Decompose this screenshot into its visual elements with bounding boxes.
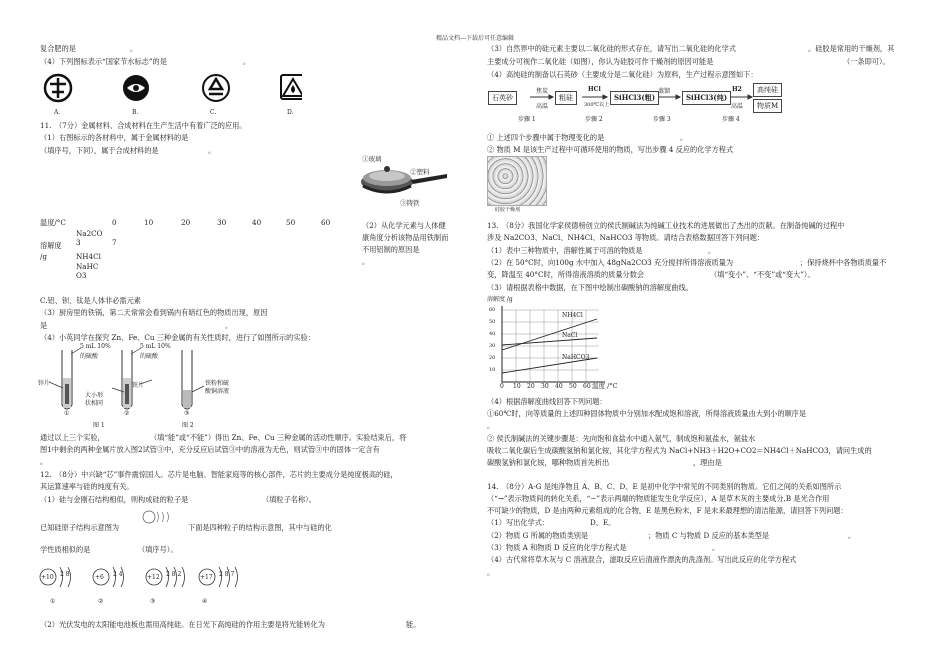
text-line: 通过以上三个实验， xyxy=(40,433,105,442)
flow-step-label: 步骤 1 xyxy=(518,116,536,123)
text-line: （4）小英同学在探究 Zn、Fe、Cu 三种金属的有关性质时，进行了如图所示的实验： xyxy=(40,333,315,342)
silicon-atom-diagram xyxy=(142,509,172,525)
flow-box-substance-m: 物质M xyxy=(753,99,782,113)
x-tick: 50 xyxy=(569,383,577,390)
text-line: 。 xyxy=(848,531,856,540)
atom-electrons: 2 8 2 xyxy=(166,571,182,578)
flow-box-crude-si: 粗硅 xyxy=(555,91,577,105)
flow-arrow-label: 高温 xyxy=(731,103,744,110)
text-line: （填“能”或“不能”）得出 Zn、Fe、Cu 三种金属的活动性顺序。实验结束后，将 xyxy=(150,433,407,442)
x-tick: 40 xyxy=(555,383,563,390)
atom-electrons: 2 8 xyxy=(60,571,70,578)
tube-label: 状相同 xyxy=(85,400,104,407)
tube-label: 5 mL 10% xyxy=(140,343,171,350)
text-line: 。 xyxy=(362,257,370,266)
text-line: 碳酸氢钠和氯化铵，哪种物质首先析出 xyxy=(487,458,610,467)
text-line: ；保持烧杯中各物质质量不 xyxy=(800,258,887,267)
question-13: 13. （8分）我国化学家侯德榜创立的侯氏制碱法为纯碱工业技术的进展做出了杰出的贡献。在制备纯碱的过程中 xyxy=(487,221,845,230)
text-line: C.铝、钡、钛是人体非必需元素 xyxy=(40,296,141,305)
text-line: D、E。 xyxy=(590,518,616,527)
text-line: （填序号，下同），属于合成材料的是 xyxy=(40,146,159,155)
text-line: 。 xyxy=(243,57,251,66)
tube-label: 铁粉和硫 xyxy=(205,380,230,387)
text-line: ①60℃时，向等质量的上述四种固体物质中分别加水配成饱和溶液，所得溶液质量由大到小的顺序是 xyxy=(487,409,807,418)
tube-label: 的硫酸 xyxy=(80,353,99,360)
water-saving-icons xyxy=(42,72,302,114)
table-cell: 40 xyxy=(252,218,262,227)
atom-label: ② xyxy=(98,598,104,605)
figure-caption: 图 1 xyxy=(93,422,105,429)
text-line: 涉及 Na2CO3、NaCl、NH4Cl、NaHCO3 等物质。请结合表格数据回答下列问题： xyxy=(487,233,765,242)
text-line: （4）高纯硅的制备以石英砂（主要成分是二氧化硅）为原料，生产过程示意图如下： xyxy=(487,70,758,79)
image-caption: 硅胶干燥剂 xyxy=(495,207,521,213)
text-line: 下面是四种粒子的结构示意图，其中与硅的化 xyxy=(188,523,332,532)
text-line: 变，降温至 40°C时，所得溶液溶质的质量分数会 xyxy=(487,270,645,279)
solubility-chart xyxy=(487,302,617,388)
series-label: NaCl xyxy=(562,332,578,339)
text-line: （4）下列图标表示“国家节水标志”的是 xyxy=(40,57,167,66)
series-label: NH4Cl xyxy=(562,312,583,319)
question-11: 11. （7分）金属材料、合成材料在生产生活中有着广泛的应用。 xyxy=(40,121,247,130)
flow-box-crude-sihcl3: SiHCl3(粗) xyxy=(610,91,659,105)
table-cell: 30 xyxy=(217,218,227,227)
question-12: 12. （8分）中兴缺“芯”事件震惊国人。芯片是电脑、智能家庭等的核心部件，芯片的主要成分是纯度极高的硅， xyxy=(40,470,398,479)
text-line: 已知硅原子结构示意图为 xyxy=(40,523,120,532)
question-14: 14. （8分）A-G 是纯净物且 A、B、C、D、E 是初中化学中常见的不同类别的物质。它们之间的关系如图所示 xyxy=(487,482,842,491)
y-tick: 20 xyxy=(489,355,496,361)
flow-step-label: 步骤 2 xyxy=(585,116,603,123)
text-line: 。 xyxy=(225,321,233,330)
atom-label: ① xyxy=(50,598,56,605)
y-tick: 40 xyxy=(489,331,496,337)
pan-label: ②塑料 xyxy=(410,168,430,176)
tube-label: 酸铜溶液 xyxy=(205,388,230,395)
text-line: （3）请根据表格中数据，在下图中绘制出碳酸钠的溶解度曲线。 xyxy=(487,283,693,292)
table-header: 溶解度 xyxy=(40,241,62,250)
atom-nucleus: +12 xyxy=(147,574,160,581)
text-line: （填粒子名称）。 xyxy=(262,495,316,504)
flow-box-quartz: 石英砂 xyxy=(488,91,517,105)
text-line: 。 xyxy=(712,543,720,552)
table-header: /g xyxy=(40,252,48,261)
flow-step-label: 步骤 3 xyxy=(653,116,671,123)
text-line: 能。 xyxy=(406,620,421,629)
text-line: （3）厨房里的铁锅，第二天常常会看到锅内有暗红色的物质出现，原因 xyxy=(40,308,268,317)
pan-label: ③铸铁 xyxy=(400,199,420,207)
x-tick: 30 xyxy=(541,383,549,390)
flow-arrow-label: 焦炭 xyxy=(536,88,549,95)
atom-label: ④ xyxy=(202,598,208,605)
text-line: （“→”表示物质间的转化关系，“−”表示两端的物质能发生化学反应），A 是草木灰的主要成分,B 是光合作用 xyxy=(487,494,830,503)
text-line: 。 xyxy=(130,44,138,53)
flow-arrow-label: 蒸馏 xyxy=(658,88,671,95)
text-line: （1）硅与金刚石结构相似，则构成硅的粒子是 xyxy=(40,495,189,504)
flow-step-label: 步骤 4 xyxy=(722,116,740,123)
icon-a-symbol xyxy=(45,75,71,101)
chart-x-label: 温度 /°C xyxy=(592,382,618,390)
table-header: 温度/°C xyxy=(40,218,66,227)
y-tick: 60 xyxy=(489,307,496,313)
atom-nucleus: +17 xyxy=(200,574,213,581)
text-line: （填序号）。 xyxy=(138,545,178,554)
text-line: 图1中剩余的两种金属片放入图2试管③中，充分反应后试管③中的溶液为无色，则试管③中的固体一定含有 xyxy=(40,445,380,454)
flow-arrow-label: H2 xyxy=(732,86,742,93)
text-line: （1）表中三种物质中，溶解性属于可溶的物质是 xyxy=(487,246,643,255)
table-cell: O3 xyxy=(76,271,87,280)
tube-number: ③ xyxy=(184,410,190,417)
page-header: 精品文档---下载后可任意编辑 xyxy=(435,35,515,42)
text-line: （1）右图标示的各材料中，属于金属材料的是 xyxy=(40,133,189,142)
recycle-icon xyxy=(203,75,229,101)
text-line: 不用铝制的原因是 xyxy=(362,245,420,254)
x-tick: 60 xyxy=(583,383,591,390)
table-cell: 0 xyxy=(112,218,117,227)
series-label: NaHCO3 xyxy=(562,354,590,361)
tube-label: 大小形 xyxy=(85,392,104,399)
x-tick: 10 xyxy=(513,383,521,390)
text-line: 。 xyxy=(487,568,495,577)
tube-label: 铁片 xyxy=(132,382,145,389)
text-line: ，理由是 xyxy=(693,458,722,467)
atom-nucleus: +10 xyxy=(41,574,54,581)
text-line: （4）古代常将草木灰与 C 溶液混合，滤取反应后清液作漂洗的洗涤剂。写出此反应的化学方程式 xyxy=(487,555,797,564)
tube-label: 5 mL 10% xyxy=(80,343,111,350)
text-line: 。 xyxy=(208,146,216,155)
flow-arrow-label: HCl xyxy=(588,86,601,93)
x-tick: 20 xyxy=(527,383,535,390)
text-line: 康角度分析该物品用铁制而 xyxy=(362,233,449,242)
table-cell: NH4Cl xyxy=(76,252,101,261)
pan-label: ①玻璃 xyxy=(362,155,382,163)
text-line: 。 xyxy=(40,457,48,466)
text-line: ① 上述四个步骤中属于物理变化的是 xyxy=(487,133,605,142)
atom-label: ③ xyxy=(150,598,156,605)
table-cell: 10 xyxy=(144,218,154,227)
atom-nucleus: +6 xyxy=(95,574,104,581)
tube-label: 的硫酸 xyxy=(140,353,159,360)
table-cell: 7 xyxy=(112,238,117,247)
table-cell: 3 xyxy=(76,238,81,247)
text-line: （3）自然界中的硅元素主要以二氧化硅的形式存在，请写出二氧化硅的化学式 xyxy=(487,44,736,53)
flow-box-pure-sihcl3: SiHCl3(纯) xyxy=(682,91,731,105)
flow-box-pure-si: 高纯硅 xyxy=(753,83,782,97)
text-line: 主要成分可视作二氧化硅（如图），你认为硅胶可作干燥剂的原因可能是 xyxy=(487,57,714,66)
table-cell: NaHC xyxy=(76,262,99,271)
silica-gel-image xyxy=(487,156,547,206)
tube-label: 锌片 xyxy=(38,380,51,387)
text-line: 。 xyxy=(708,246,716,255)
text-line: （2）光伏发电的太阳能电池板也需用高纯硅。在日光下高纯硅的作用主要是将光能转化为 xyxy=(40,620,325,629)
text-line: 不可缺少的物质，D 是由两种元素组成的化合物，E 是黑色粉末，F 是未来最理想的清洁能源，请回答下列问题： xyxy=(487,506,848,515)
chart-y-label: 溶解度 /g xyxy=(487,296,513,303)
icon-label: B. xyxy=(132,109,139,116)
text-line: （一条即可）。 xyxy=(843,57,890,66)
water-drop-icon xyxy=(123,75,149,101)
y-tick: 10 xyxy=(489,367,496,373)
table-cell: 50 xyxy=(286,218,296,227)
text-line: 学性质相似的是 xyxy=(40,545,91,554)
text-line: （2）从化学元素与人体健 xyxy=(362,221,446,230)
y-tick: 30 xyxy=(489,343,496,349)
icon-label: C. xyxy=(210,109,217,116)
icon-label: A. xyxy=(54,109,61,116)
text-line: ② 物质 M 是该生产过程中可循环使用的物质，写出步骤 4 反应的化学方程式 xyxy=(487,145,734,154)
text-line: 吸收二氧化碳后生成碳酸氢钠和氯化铵，其化学方程式为 NaCl+NH3＋H2O+CO2＝NH4Cl＋NaHCO3，请问生成的 xyxy=(487,446,872,455)
text-line: ；物质 C 与物质 D 反应的基本类型是 xyxy=(648,531,770,540)
tube-number: ② xyxy=(124,410,130,417)
text-line: （3）物质 A 和物质 D 反应的化学方程式是 xyxy=(487,543,627,552)
icon-label: D. xyxy=(287,109,294,116)
table-cell: 60 xyxy=(321,218,331,227)
text-line: ② 侯氏制碱法的关键步骤是：先向饱和食盐水中通入氨气，制成饱和氨盐水，氨盐水 xyxy=(487,434,756,443)
table-cell: Na2CO xyxy=(76,229,103,238)
flow-arrow-label: 300℃以上 xyxy=(584,102,610,108)
text-line: （2）在 50°C时，向100g 水中加入 48gNa2CO3 充分搅拌所得溶液质量为 xyxy=(487,258,734,267)
text-line: 是 xyxy=(40,321,48,330)
text-line: 其运算速率与硅的纯度有关。 xyxy=(40,482,134,491)
text-line: 复合肥的是 xyxy=(40,44,76,53)
atom-electrons: 2 4 xyxy=(113,571,123,578)
text-line: （填“变小”、“不变”或“变大”）。 xyxy=(710,270,815,279)
text-line: 。 xyxy=(680,133,688,142)
atom-electrons: 2 8 7 xyxy=(219,571,235,578)
y-tick: 50 xyxy=(489,319,496,325)
text-line: （2）物质 G 所属的物质类别是 xyxy=(487,531,589,540)
figure-caption: 图 2 xyxy=(182,422,194,429)
flammable-icon xyxy=(281,75,302,99)
table-cell: 20 xyxy=(181,218,191,227)
flow-arrow-label: 高温 xyxy=(536,103,549,110)
x-tick: 0 xyxy=(500,383,504,390)
text-line: 。 xyxy=(487,421,495,430)
tube-number: ① xyxy=(64,410,70,417)
text-line: （4）根据溶解度曲线回答下列问题： xyxy=(487,397,607,406)
text-line: （1）写出化学式： xyxy=(487,518,550,527)
text-line: 。硅胶是常用的干燥剂，其 xyxy=(808,44,895,53)
